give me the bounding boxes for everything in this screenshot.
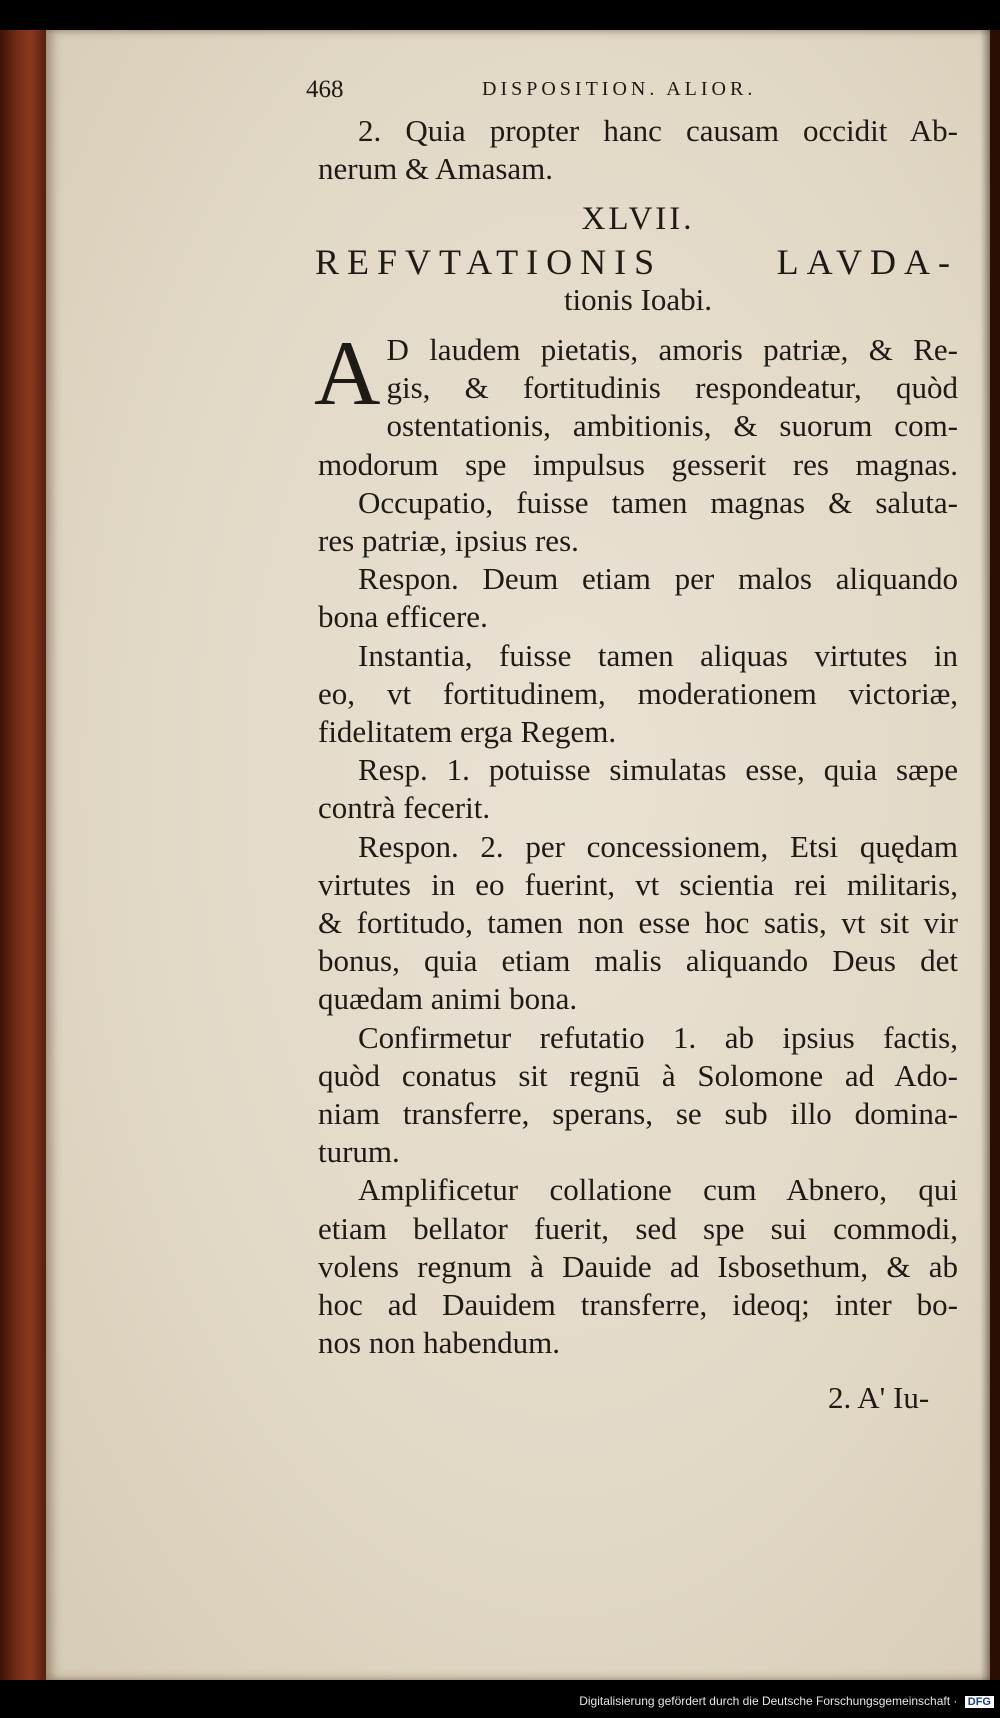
page-text xyxy=(314,112,958,1363)
text-line: contrà fecerit. xyxy=(318,790,491,826)
drop-cap: A xyxy=(314,322,381,425)
text-line: Confirmetur refutatio 1. ab ipsius factis, xyxy=(358,1019,958,1055)
text-line: hoc ad Dauidem transferre, ideoq; inter bo- xyxy=(318,1287,958,1323)
text-line: gis, & fortitudinis respondeatur, quòd xyxy=(386,370,958,406)
text-line: volens regnum à Dauide ad Isbosethum, & ab xyxy=(318,1248,958,1284)
text-line: 2. Quia propter hanc causam occidit Ab- xyxy=(358,113,958,148)
text-line: eo, vt fortitudinem, moderationem victoriæ, xyxy=(318,675,958,711)
text-line: quædam animi bona. xyxy=(318,981,578,1017)
page-number: 468 xyxy=(306,76,344,103)
section-subtitle: tionis Ioabi. xyxy=(563,281,713,317)
text-line: modorum spe impulsus gesserit res magnas. xyxy=(318,446,958,482)
text-line: nos non habendum. xyxy=(318,1325,560,1361)
body-lines xyxy=(318,407,958,1362)
text-line: & fortitudo, tamen non esse hoc satis, vt sit vir xyxy=(318,905,958,941)
text-line: nerum & Amasam. xyxy=(318,151,554,187)
text-line: Respon. 2. per concessionem, Etsi quędam xyxy=(358,828,958,864)
text-line: niam transferre, sperans, se sub illo domina- xyxy=(318,1096,958,1132)
footer-credit: Digitalisierung gefördert durch die Deutsche Forschungsgemeinschaft xyxy=(579,1694,951,1708)
page-edge-shadow xyxy=(980,30,990,1680)
text-line: quòd conatus sit regnū à Solomone ad Ado- xyxy=(318,1057,958,1093)
text-line: D laudem pietatis, amoris patriæ, & Re- xyxy=(386,332,958,368)
text-line: fidelitatem erga Regem. xyxy=(318,714,617,750)
text-line: virtutes in eo fuerint, vt scientia rei militaris, xyxy=(318,866,958,902)
section-number: XLVII. xyxy=(581,201,695,238)
text-line: ostentationis, ambitionis, & suorum com- xyxy=(386,408,958,444)
text-line: etiam bellator fuerit, sed spe sui commodi, xyxy=(318,1210,958,1246)
running-head: DISPOSITION. ALIOR. xyxy=(482,78,757,100)
drop-cap-paragraph xyxy=(314,322,958,425)
text-line: res patriæ, ipsius res. xyxy=(318,523,579,559)
section-title: REFVTATIONIS LAVDA- xyxy=(315,242,958,281)
text-line: Resp. 1. potuisse simulatas esse, quia sæpe xyxy=(358,752,958,788)
page-header xyxy=(306,76,826,112)
digitization-footer: Digitalisierung gefördert durch die Deutsche Forschungsgemeinschaft · DFG xyxy=(579,1694,994,1708)
catchword: 2. A' Iu- xyxy=(828,1380,930,1415)
text-line: turum. xyxy=(318,1134,400,1170)
text-line: bona efficere. xyxy=(318,599,488,635)
text-line: Amplificetur collatione cum Abnero, qui xyxy=(358,1172,958,1208)
dfg-logo: DFG xyxy=(965,1696,994,1708)
text-line: Occupatio, fuisse tamen magnas & saluta- xyxy=(358,484,958,520)
text-line: Respon. Deum etiam per malos aliquando xyxy=(358,561,958,597)
text-line: Instantia, fuisse tamen aliquas virtutes in xyxy=(358,637,958,673)
text-line: bonus, quia etiam malis aliquando Deus det xyxy=(318,943,958,979)
